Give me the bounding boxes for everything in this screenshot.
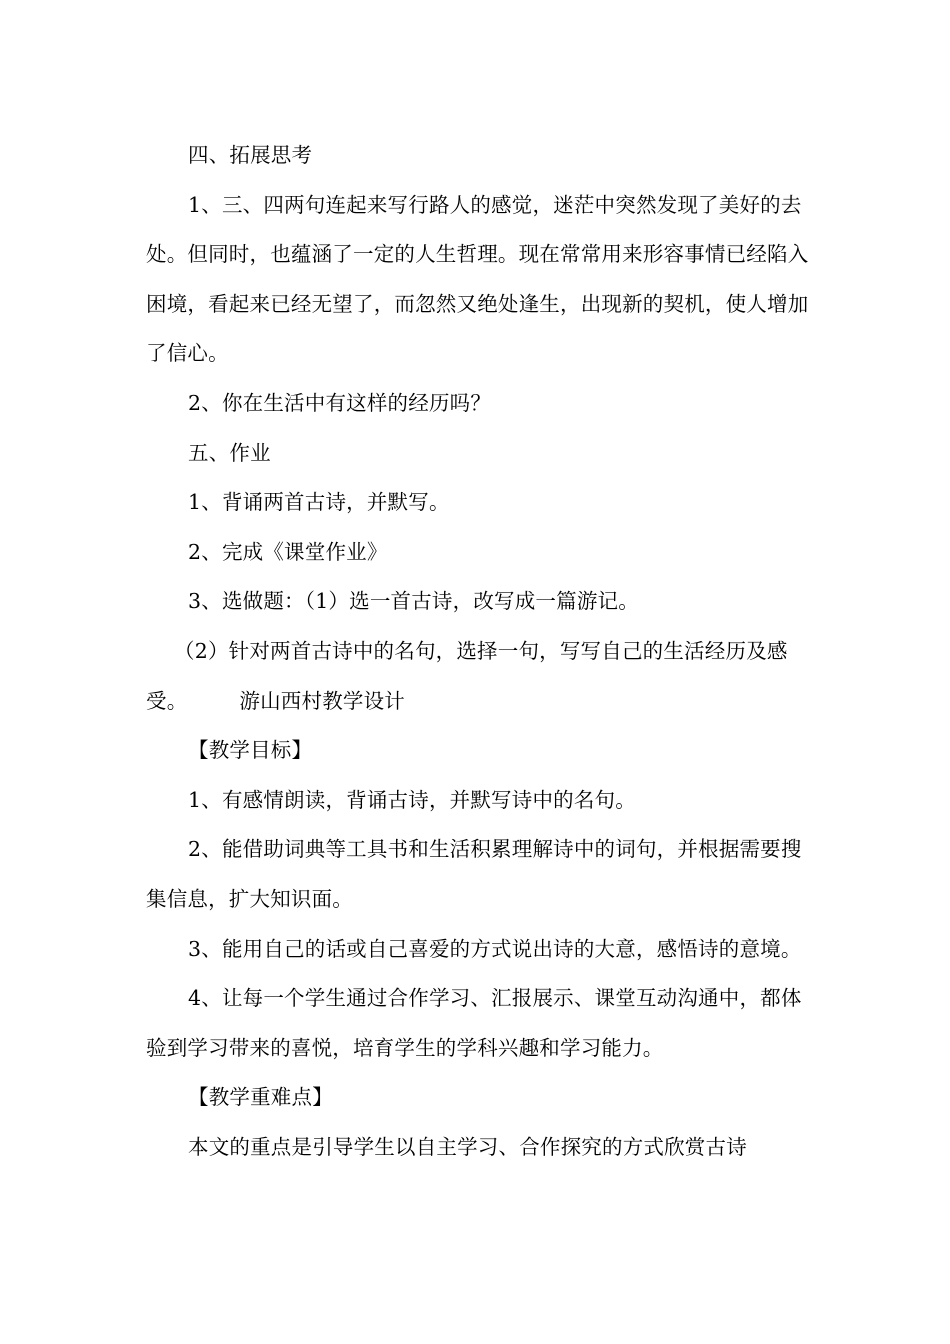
key-points-paragraph: 本文的重点是引导学生以自主学习、合作探究的方式欣赏古诗 bbox=[188, 1134, 747, 1159]
teaching-goal-1: 1、有感情朗读，背诵古诗，并默写诗中的名句。 bbox=[188, 787, 636, 812]
document-body bbox=[146, 131, 810, 1172]
homework-item-1: 1、背诵两首古诗，并默写。 bbox=[188, 490, 450, 515]
homework-item-2: 2、完成《课堂作业》 bbox=[188, 539, 388, 564]
section-heading-extension: 四、拓展思考 bbox=[188, 143, 313, 167]
homework-item-3-option-2 bbox=[146, 627, 810, 726]
section-heading-key-points: 【教学重难点】 bbox=[188, 1085, 333, 1110]
section-heading-homework: 五、作业 bbox=[188, 440, 271, 465]
section-heading-teaching-goals: 【教学目标】 bbox=[188, 738, 313, 763]
teaching-goal-4: 4、让每一个学生通过合作学习、汇报展示、课堂互动沟通中，都体验到学习带来的喜悦，培育学生的学科兴趣和学习能力。 bbox=[146, 986, 802, 1060]
teaching-goal-3: 3、能用自己的话或自己喜爱的方式说出诗的大意，感悟诗的意境。 bbox=[188, 936, 802, 961]
homework-item-3: 3、选做题：（1）选一首古诗，改写成一篇游记。 bbox=[188, 589, 639, 614]
teaching-goal-2: 2、能借助词典等工具书和生活积累理解诗中的词句，并根据需要搜集信息，扩大知识面。 bbox=[146, 837, 802, 911]
paragraph-extension-2: 2、你在生活中有这样的经历吗？ bbox=[188, 390, 492, 415]
paragraph-extension-1: 1、三、四两句连起来写行路人的感觉，迷茫中突然发现了美好的去处。但同时，也蕴涵了一定的人生哲理。现在常常用来形容事情已经陷入困境，看起来已经无望了，而忽然又绝处逢生，出现新的契机，使人增加了信心。 bbox=[146, 192, 809, 366]
homework-option-2-text: （2）针对两首古诗中的名句，选择一句，写写自己的生活经历及感受。 bbox=[146, 638, 788, 713]
lesson-title-inline: 游山西村教学设计 bbox=[239, 688, 406, 713]
